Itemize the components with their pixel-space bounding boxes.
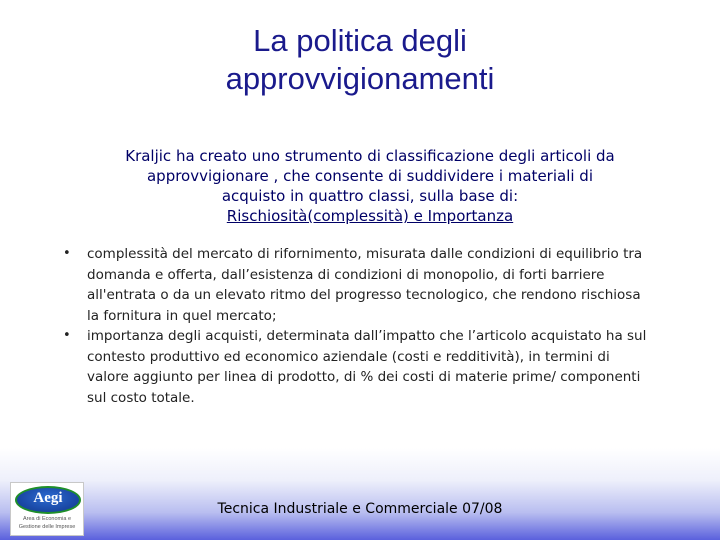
bullet-line: complessità del mercato di rifornimento, misurata dalle condizioni di equilibrio tra (87, 246, 643, 262)
bullet-line: domanda e offerta, dall’esistenza di condizioni di monopolio, di forti barriere (87, 266, 605, 283)
bullet-line: all'entrata o da un elevato ritmo del progresso tecnologico, che rendono rischiosa (87, 287, 641, 303)
bullet-dot-icon: • (63, 246, 71, 261)
footer-gradient-band (0, 448, 720, 540)
intro-line: acquisto in quattro classi, sulla base di: (221, 187, 519, 205)
aegi-logo-caption: Area di Economia e (23, 516, 71, 522)
aegi-logo-caption: Gestione delle Imprese (18, 524, 76, 530)
bullet-item-importance (60, 326, 670, 408)
intro-line: approvvigionare , che consente di suddividere i materiali di (146, 167, 593, 185)
bullet-line: la fornitura in quel mercato; (87, 307, 277, 324)
intro-criteria: Rischiosità(complessità) e Importanza (226, 207, 514, 225)
bullet-list (60, 244, 670, 408)
bullet-line: importanza degli acquisti, determinata dall’impatto che l’articolo acquistato ha sul (87, 328, 647, 344)
intro-line: Kraljic ha creato uno strumento di classificazione degli articoli da (125, 147, 615, 165)
bullet-line: sul costo totale. (87, 389, 195, 406)
bullet-line: contesto produttivo ed economico aziendale (costi e redditività), in termini di (87, 348, 610, 365)
slide-title (0, 22, 720, 98)
aegi-logo-name: Aegi (33, 490, 63, 506)
bullet-line: valore aggiunto per linea di prodotto, di % dei costi di materie prime/ componenti (87, 369, 641, 385)
bullet-dot-icon: • (63, 328, 71, 343)
footer-text: Tecnica Industriale e Commerciale 07/08 (217, 501, 503, 517)
bullet-item-complexity (60, 244, 670, 326)
intro-paragraph (60, 146, 680, 226)
title-line: La politica degli (253, 23, 467, 58)
title-line: approvvigionamenti (225, 61, 495, 96)
